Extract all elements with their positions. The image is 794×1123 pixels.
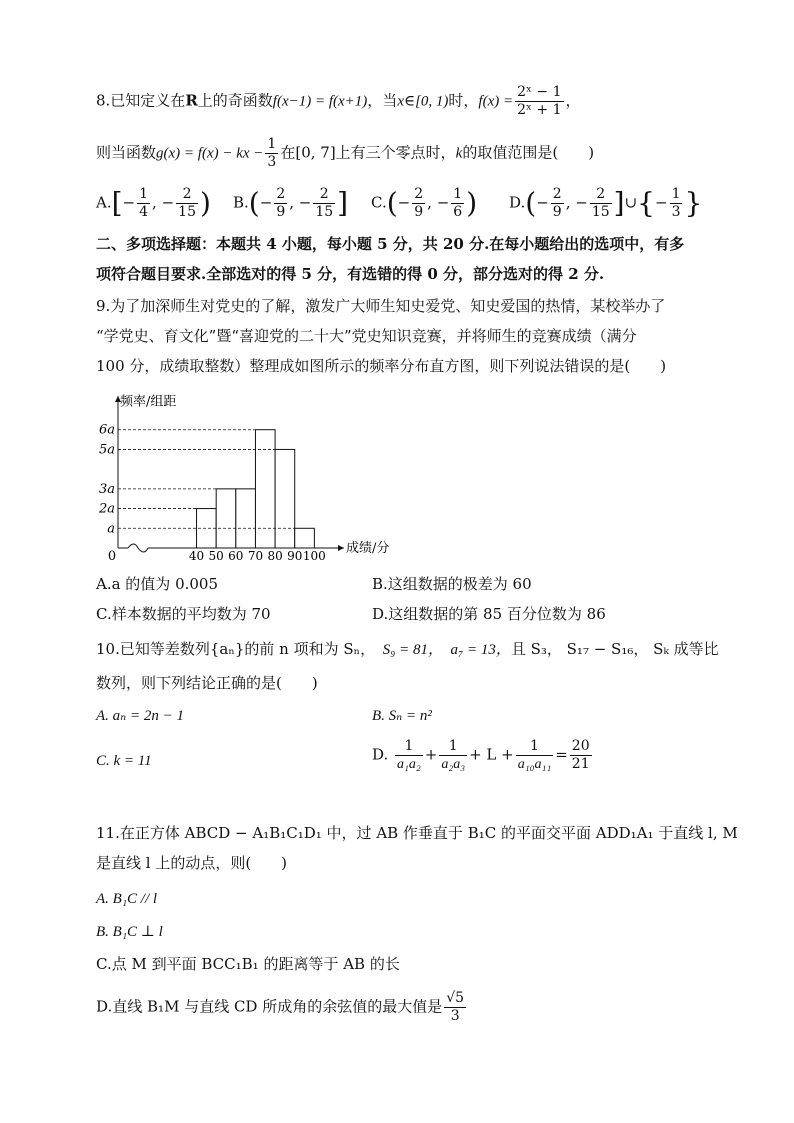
q10-tail: 且 S₃， S₁₇ − S₁₆， Sₖ 成等比 xyxy=(510,640,719,658)
union-symbol: ∪ xyxy=(624,193,638,212)
den: 6 xyxy=(453,204,463,220)
q9-line3: 100 分，成绩取整数）整理成如图所示的频率分布直方图，则下列说法错误的是( ) xyxy=(96,357,667,375)
q9-line1: 9.为了加深师生对党史的了解，激发广大师生知史爱党、知史爱国的热情，某校举办了 xyxy=(96,297,666,315)
x-tick-label: 90 xyxy=(287,549,303,563)
close-brace: } xyxy=(684,186,703,220)
q8-g-def: g(x) = f(x) − kx − xyxy=(156,145,264,162)
q8-g-den: 3 xyxy=(267,154,277,170)
num: √5 xyxy=(446,990,465,1006)
q11-option-d-text: D.直线 B₁M 与直线 CD 所成角的余弦值的最大值是 xyxy=(96,997,443,1016)
y-tick-label: 3a xyxy=(98,481,115,497)
q8-numerator: 2ˣ − 1 xyxy=(517,84,562,100)
x-tick-label: 50 xyxy=(208,549,224,563)
den: a₁a₂ xyxy=(397,757,421,772)
y-tick-label: 6a xyxy=(98,422,115,438)
q8-option-b: B.(− $\frac{2}{9}$ , − $\frac{2}{15}$ ] xyxy=(233,186,349,220)
q8-k: k xyxy=(455,145,463,162)
den: 21 xyxy=(571,756,590,772)
option-label: B. xyxy=(233,193,249,212)
frac xyxy=(412,186,425,221)
q10-option-a: A. aₙ = 2n − 1 xyxy=(96,708,184,724)
q10-lead: 10.已知等差数列{aₙ}的前 n 项和为 Sₙ， xyxy=(96,640,368,658)
frac xyxy=(176,186,198,221)
num: 2 xyxy=(414,186,424,202)
option-label: D. xyxy=(372,745,389,764)
histogram-bar xyxy=(295,528,315,548)
q8-g-num: 1 xyxy=(267,136,277,152)
q8-g-fraction xyxy=(265,136,278,171)
close-bracket: ) xyxy=(466,186,478,220)
q10-a7: a₇ = 13， xyxy=(450,642,511,658)
y-tick-label: 5a xyxy=(98,442,115,458)
option-label: C. xyxy=(371,193,387,212)
frac xyxy=(451,186,464,221)
close-bracket: ] xyxy=(337,186,349,220)
x-axis-break xyxy=(128,544,148,552)
y-axis-label: 频率/组距 xyxy=(120,394,177,410)
q8-fdef: f(x) = xyxy=(478,93,514,110)
frequency-histogram xyxy=(96,386,396,566)
q10-s9: S₉ = 81， xyxy=(382,642,436,658)
frac xyxy=(439,738,467,773)
frac xyxy=(313,186,335,221)
q11-line2: 是直线 l 上的动点，则( ) xyxy=(96,854,288,872)
num: 1 xyxy=(671,186,681,202)
x-tick-label: 60 xyxy=(228,549,244,563)
option-label: A. xyxy=(96,193,112,212)
q10-option-b: B. Sₙ = n² xyxy=(372,708,432,724)
y-tick-label: 2a xyxy=(98,501,115,517)
q8-text3: 时， xyxy=(448,91,479,110)
frac xyxy=(670,186,683,221)
frac xyxy=(444,990,466,1025)
equals: = xyxy=(555,745,568,764)
x-axis-arrow xyxy=(338,545,344,551)
section2-line2: 项符合题目要求.全部选对的得 5 分，有选错的得 0 分，部分选对的得 2 分. xyxy=(96,265,605,283)
y-tick-label: a xyxy=(107,521,115,537)
q8-text4: ， xyxy=(565,91,581,110)
q9-option-a: A.a 的值为 0.005 xyxy=(96,575,219,593)
frac xyxy=(516,738,553,773)
q11-option-b: B. B₁C ⊥ l xyxy=(96,924,163,940)
den: 15 xyxy=(178,204,196,220)
histogram-bar xyxy=(216,489,236,548)
den: 3 xyxy=(671,204,681,220)
close-bracket: ) xyxy=(199,186,211,220)
histogram-bar xyxy=(275,449,295,548)
x-tick-label: 80 xyxy=(267,549,283,563)
num: 2 xyxy=(590,186,612,204)
num: 2 xyxy=(313,186,335,204)
q8-text2: ，当 xyxy=(367,91,398,110)
open-brace: { xyxy=(637,186,655,220)
den: 9 xyxy=(552,204,562,220)
option-label: D. xyxy=(509,193,526,212)
q10-option-c: C. k = 11 xyxy=(96,753,152,769)
frac xyxy=(395,738,423,773)
plus: + xyxy=(424,745,438,764)
den: a₁₀a₁₁ xyxy=(517,757,552,772)
q11-line1: 11.在正方体 ABCD − A₁B₁C₁D₁ 中，过 AB 作垂直于 B₁C 的平面交平面 ADD₁A₁ 于直线 l, M xyxy=(96,824,738,842)
q10-line2: 数列，则下列结论正确的是( ) xyxy=(96,674,318,692)
x-tick-label: 70 xyxy=(247,549,264,563)
q9-option-d: D.这组数据的第 85 百分位数为 86 xyxy=(372,605,606,623)
num: 1 xyxy=(439,738,467,756)
close-bracket: ] xyxy=(613,186,625,220)
q11-option-d xyxy=(96,990,468,1025)
q8-text1: 上的奇函数 xyxy=(197,91,273,110)
q9-option-c: C.样本数据的平均数为 70 xyxy=(96,605,271,623)
q8-denominator: 2ˣ + 1 xyxy=(517,102,562,118)
num: 1 xyxy=(516,738,553,756)
open-bracket: ( xyxy=(386,186,398,220)
q8-real-symbol: R xyxy=(185,91,198,110)
q9-option-b: B.这组数据的极差为 60 xyxy=(372,575,532,593)
frac xyxy=(551,186,564,221)
q8-lead: 8.已知定义在 xyxy=(96,91,186,110)
x-axis-label: 成绩/分 xyxy=(346,541,390,556)
q8-line2c: 的取值范围是( ) xyxy=(462,143,595,162)
frac xyxy=(274,186,287,221)
histogram-bar xyxy=(255,430,275,548)
num: 1 xyxy=(139,186,149,202)
open-bracket: ( xyxy=(525,186,537,220)
frac xyxy=(137,186,150,221)
section2-line1: 二、多项选择题：本题共 4 小题，每小题 5 分，共 20 分.在每小题给出的选项中，有多 xyxy=(96,235,685,253)
num: 2 xyxy=(552,186,562,202)
num: 1 xyxy=(395,738,423,756)
q8-condition: f(x−1) = f(x+1) xyxy=(272,93,368,110)
num: 1 xyxy=(453,186,463,202)
q8-option-d: D.(− $\frac{2}{9}$ , − $\frac{2}{15}$ ]∪{− $\frac{1}{3}$ } xyxy=(509,186,703,220)
frac xyxy=(590,186,612,221)
q9-line2: “学党史、育文化”暨“喜迎党的二十大”党史知识竞赛，并将师生的竞赛成绩（满分 xyxy=(96,327,637,345)
q10-option-d xyxy=(372,738,594,773)
q8-line2b: 在[0, 7]上有三个零点时， xyxy=(280,143,456,162)
open-bracket: [ xyxy=(111,186,123,220)
ellipsis: + L + xyxy=(469,745,514,764)
den: a₂a₃ xyxy=(441,757,466,772)
q8-line2a: 则当函数 xyxy=(96,143,157,162)
den: 15 xyxy=(591,204,610,220)
den: 4 xyxy=(139,204,149,220)
q11-option-c: C.点 M 到平面 BCC₁B₁ 的距离等于 AB 的长 xyxy=(96,955,400,973)
x-tick-label: 100 xyxy=(302,549,326,563)
open-bracket: ( xyxy=(248,186,260,220)
q10-line1 xyxy=(96,638,719,661)
frac xyxy=(570,738,592,773)
q8-interval: x∈[0, 1) xyxy=(397,93,449,110)
num: 2 xyxy=(276,186,286,202)
q8-fraction xyxy=(515,84,563,119)
histogram-bar xyxy=(236,489,256,548)
q8-line1 xyxy=(96,84,581,119)
q8-option-c: C.(− $\frac{2}{9}$ , − $\frac{1}{6}$ ) xyxy=(371,186,478,220)
origin-label: 0 xyxy=(107,549,117,564)
den: 9 xyxy=(276,204,286,220)
num: 2 xyxy=(176,186,198,204)
q8-line2 xyxy=(96,136,594,171)
q8-option-a: A.[− $\frac{1}{4}$ , − $\frac{2}{15}$ ) xyxy=(96,186,211,220)
q11-option-a: A. B₁C // l xyxy=(96,891,158,907)
den: 15 xyxy=(315,204,334,220)
num: 20 xyxy=(571,738,590,754)
den: 9 xyxy=(414,204,424,220)
den: 3 xyxy=(450,1008,460,1024)
x-tick-label: 40 xyxy=(188,549,205,563)
